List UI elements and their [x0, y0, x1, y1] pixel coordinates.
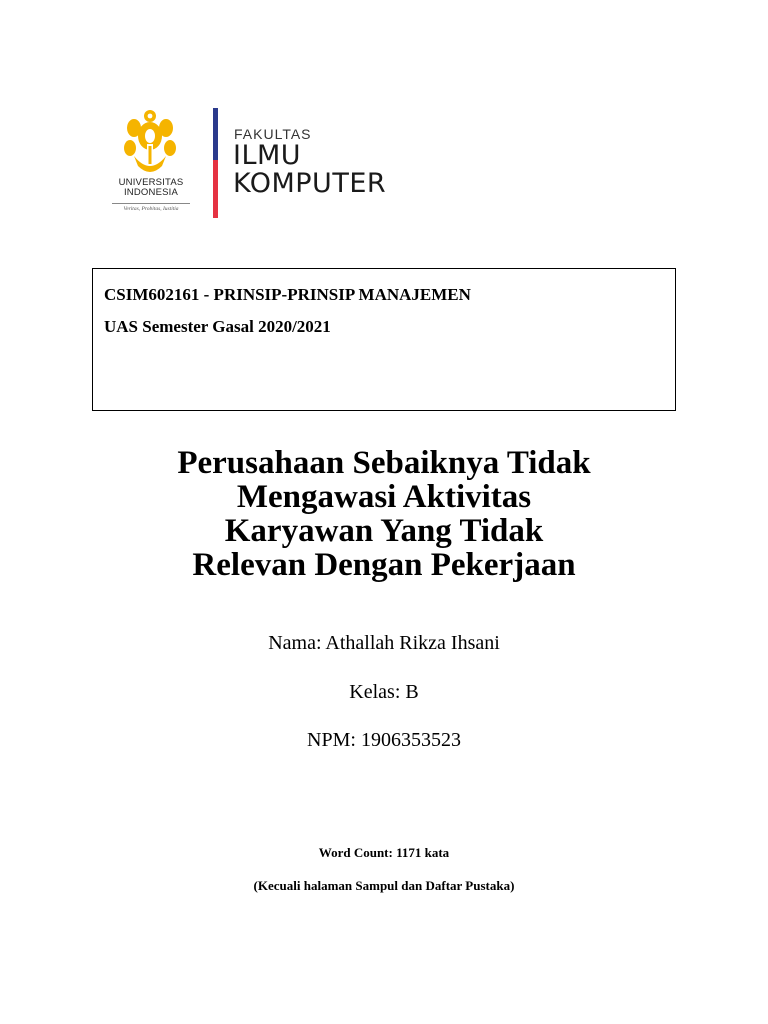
- essay-title-line2: Mengawasi Aktivitas: [236, 479, 532, 515]
- university-name-line2: INDONESIA: [123, 187, 179, 198]
- divider-red-segment: [213, 160, 218, 218]
- faculty-logo: [112, 100, 432, 226]
- essay-title: [84, 446, 684, 582]
- faculty-label-line2: KOMPUTER: [233, 168, 387, 199]
- word-count-exclusion: (Kecuali halaman Sampul dan Daftar Pustaka): [253, 878, 515, 893]
- course-code-title: CSIM602161 - PRINSIP-PRINSIP MANAJEMEN: [104, 285, 471, 304]
- logo-divider: [213, 108, 218, 218]
- essay-title-line1: Perusahaan Sebaiknya Tidak: [177, 445, 591, 481]
- faculty-label-small: FAKULTAS: [234, 126, 312, 142]
- university-name: [112, 178, 190, 198]
- makara-emblem-icon: [120, 106, 180, 178]
- university-motto: Veritas, Probitas, Iustitia: [112, 203, 190, 212]
- essay-title-line3: Karyawan Yang Tidak: [224, 513, 544, 549]
- university-name-line1: UNIVERSITAS: [118, 177, 184, 188]
- student-npm: NPM: 1906353523: [307, 729, 461, 751]
- essay-title-line4: Relevan Dengan Pekerjaan: [192, 547, 576, 583]
- faculty-label-line1: ILMU: [233, 140, 302, 171]
- student-class: Kelas: B: [349, 681, 419, 703]
- course-info-box: [92, 268, 676, 411]
- divider-blue-segment: [213, 108, 218, 160]
- exam-label: UAS Semester Gasal 2020/2021: [104, 317, 331, 336]
- word-count: Word Count: 1171 kata: [318, 845, 450, 860]
- student-name: Nama: Athallah Rikza Ihsani: [268, 632, 500, 654]
